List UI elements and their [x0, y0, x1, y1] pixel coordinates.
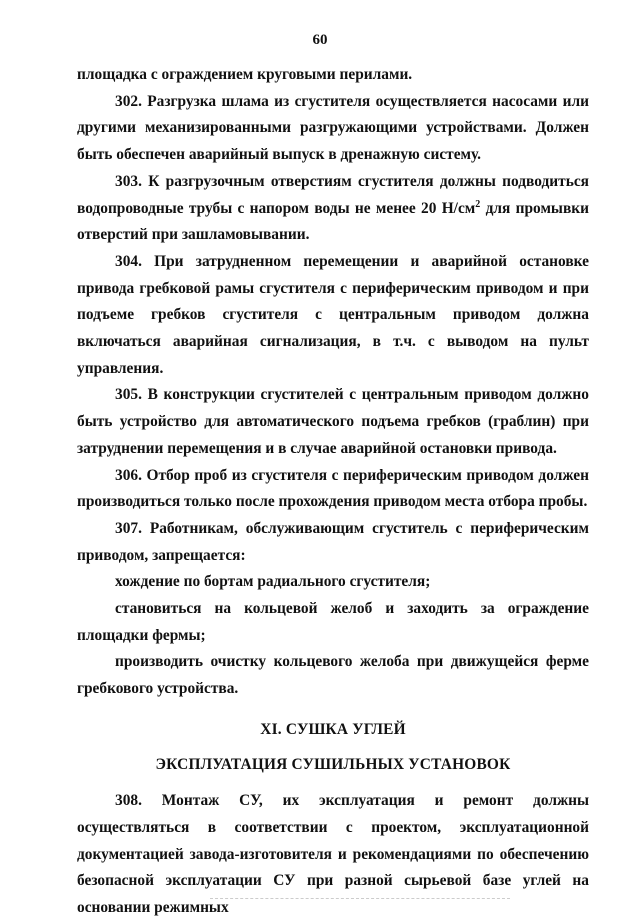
- superscript-2: 2: [475, 198, 481, 210]
- paragraph-304: 304. При затрудненном перемещении и аварийной остановке привода гребковой рамы сгустителя с периферическим приводом и при подъеме гребков сгустителя с центральным приводом должна включаться аварийная сигнализация, в т.ч. с выводом на пульт управления.: [77, 252, 589, 377]
- list-item-2: становиться на кольцевой желоб и заходить за ограждение площадки фермы;: [77, 600, 589, 644]
- list-item-3: производить очистку кольцевого желоба при движущейся ферме гребкового устройства.: [77, 653, 589, 698]
- paragraph-303-text-end: для промывки отверстий при зашламовывании.: [77, 199, 589, 244]
- paragraph-continuation: площадка с ограждением круговыми перилами.: [77, 66, 413, 83]
- paragraph-306: 306. Отбор проб из сгустителя с периферическим приводом должен производиться только после прохождения приводом места отбора пробы.: [77, 466, 589, 511]
- paragraph-307: 307. Работникам, обслуживающим сгуститель с периферическим приводом, запрещается:: [77, 519, 589, 564]
- list-item-1: хождение по бортам радиального сгустителя;: [115, 573, 431, 591]
- paragraph-302: 302. Разгрузка шлама из сгустителя осуществляется насосами или другими механизированными разгружающими устройствами. Должен быть обеспечен аварийный выпуск в дренажную систему.: [77, 92, 589, 164]
- paragraph-303: [77, 169, 589, 249]
- paragraph-308: 308. Монтаж СУ, их эксплуатация и ремонт должны осуществляться в соответствии с проектом, эксплуатационной документацией завода-изготовителя и рекомендациями по обеспечению безопасной эксплуатации СУ при разной сырьевой базе углей на основании режимных: [77, 792, 589, 917]
- section-title: XI. СУШКА УГЛЕЙ: [260, 720, 406, 738]
- document-body: [77, 62, 589, 922]
- paragraph-303-text: 303. К разгрузочным отверстиям сгустителя должны подводиться водопроводные трубы с напором воды не менее 20 Н/см: [77, 172, 589, 217]
- page-number: 60: [312, 32, 328, 48]
- subsection-title: ЭКСПЛУАТАЦИЯ СУШИЛЬНЫХ УСТАНОВОК: [155, 755, 511, 773]
- paragraph-305: 305. В конструкции сгустителей с центральным приводом должно быть устройство для автоматического подъема гребков (граблин) при затруднении перемещения и в случае аварийной остановки привода.: [77, 386, 589, 457]
- bottom-divider: [210, 898, 510, 899]
